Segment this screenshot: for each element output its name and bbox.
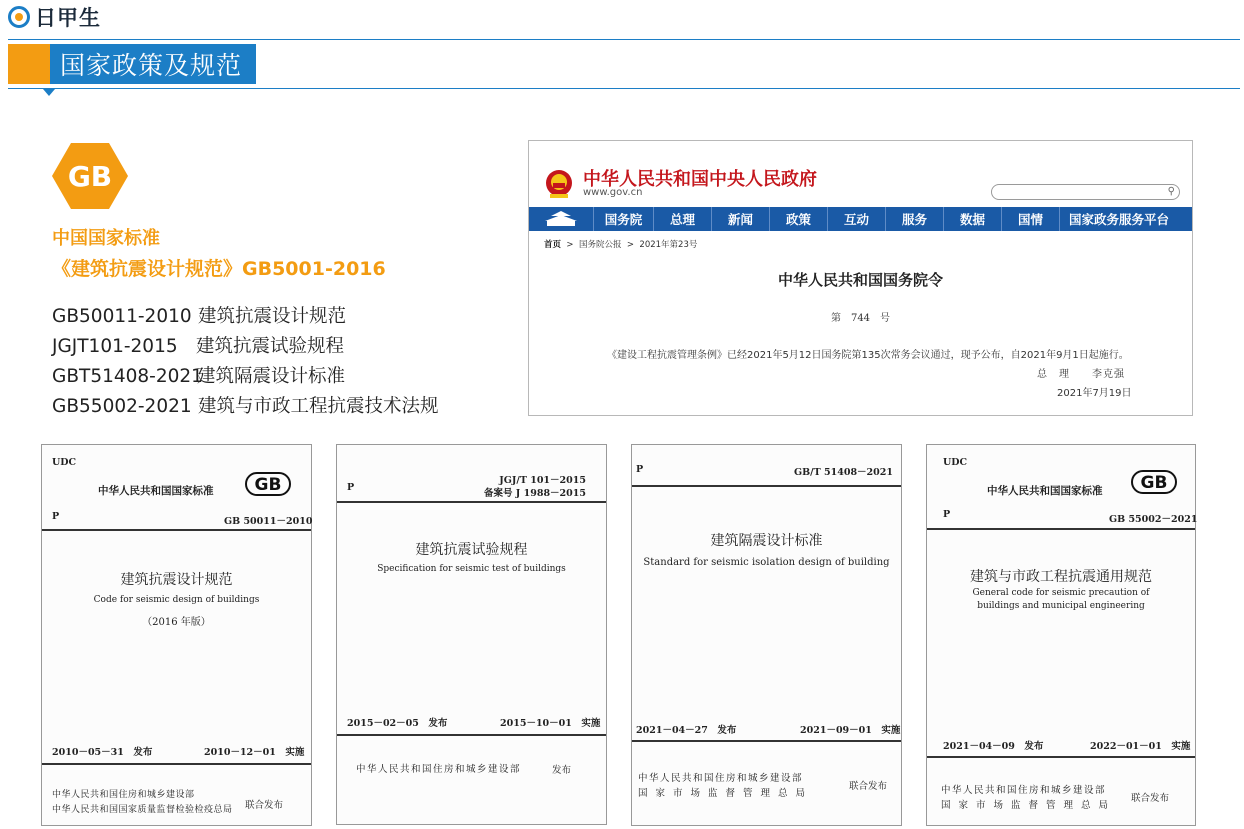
cover-rule	[927, 756, 1195, 758]
cover-gbt51408	[631, 444, 902, 826]
brand-logo	[8, 4, 101, 30]
section-title-bar	[8, 44, 256, 84]
standard-code: GB50011-2010	[52, 306, 192, 327]
gb-badge-text: GB	[67, 160, 113, 193]
breadcrumb-issue[interactable]: 2021年第23号	[639, 240, 698, 250]
cover-subtitle: Standard for seismic isolation design of building	[643, 557, 890, 568]
cover-publisher: 国家市场监督管理总局	[941, 800, 1117, 811]
cover-udc: UDC	[52, 457, 77, 468]
cover-udc: UDC	[943, 457, 968, 468]
nav-item-premier[interactable]: 总理	[653, 207, 711, 231]
chevron-right-icon: >	[624, 240, 637, 250]
cover-subtitle-line2: buildings and municipal engineering	[977, 601, 1145, 611]
nav-item-state-council[interactable]: 国务院	[593, 207, 653, 231]
cover-subtitle: Specification for seismic test of buildings	[377, 564, 566, 574]
cover-p: P	[347, 482, 355, 493]
gov-nav-bar	[529, 207, 1192, 231]
standard-code: GB55002-2021	[52, 396, 192, 417]
cover-publisher: 中华人民共和国国家质量监督检验检疫总局	[52, 805, 233, 815]
standard-category: 中国国家标准	[52, 228, 160, 249]
cover-national-label: 中华人民共和国国家标准	[98, 485, 214, 497]
svg-text:GB: GB	[1140, 473, 1168, 493]
list-item	[52, 392, 439, 422]
section-title-box	[50, 44, 256, 84]
national-emblem-icon	[545, 169, 573, 199]
cover-issue-date: 2015－02－05 发布	[347, 718, 448, 729]
list-item	[52, 332, 439, 362]
cover-issue-date: 2021－04－27 发布	[636, 725, 737, 736]
cover-publisher: 中华人民共和国住房和城乡建设部	[356, 764, 522, 775]
cover-implement-date: 2010－12－01 实施	[204, 747, 305, 758]
cover-code: GB 55002－2021	[1109, 514, 1198, 525]
cover-rule	[927, 528, 1195, 530]
cover-rule	[337, 501, 606, 503]
cover-rule	[42, 763, 311, 765]
cover-publishers	[638, 771, 813, 801]
gb-logo-icon	[1131, 470, 1177, 494]
standard-list	[52, 302, 439, 422]
cover-joint-release: 联合发布	[245, 800, 284, 811]
cover-code: GB 50011－2010	[224, 516, 313, 527]
order-body: 《建设工程抗震管理条例》已经2021年5月12日国务院第135次常务会议通过，现予公布，自2021年9月1日起施行。	[607, 350, 1129, 361]
order-title: 中华人民共和国国务院令	[777, 271, 943, 289]
cover-title: 建筑隔震设计标准	[710, 533, 823, 549]
cover-p: P	[636, 464, 644, 475]
gov-site-name: 中华人民共和国中央人民政府	[583, 169, 817, 190]
cover-publishers	[941, 783, 1116, 813]
breadcrumb	[544, 238, 697, 250]
gov-home-icon[interactable]	[529, 207, 593, 231]
order-number: 第 744 号	[830, 313, 891, 324]
cover-code: GB/T 51408－2021	[794, 467, 893, 478]
cover-gb55002	[926, 444, 1196, 826]
cover-record-number: 备案号 J 1988－2015	[484, 488, 586, 499]
cover-release: 发布	[552, 765, 572, 776]
cover-p: P	[52, 511, 60, 522]
cover-title: 建筑抗震设计规范	[120, 572, 233, 588]
cover-implement-date: 2021－09－01 实施	[800, 725, 901, 736]
search-icon[interactable]: ⚲	[1167, 186, 1175, 197]
standard-name: 建筑隔震设计标准	[197, 366, 346, 387]
nav-item-national-info[interactable]: 国情	[1001, 207, 1059, 231]
cover-jgjt101	[336, 444, 607, 825]
nav-item-policy[interactable]: 政策	[769, 207, 827, 231]
cover-publisher: 中华人民共和国住房和城乡建设部	[941, 785, 1107, 796]
cover-rule	[632, 740, 901, 742]
cover-title: 建筑与市政工程抗震通用规范	[970, 569, 1152, 585]
nav-item-data[interactable]: 数据	[943, 207, 1001, 231]
order-signer: 总 理 李克强	[1037, 369, 1125, 380]
nav-item-services[interactable]: 服务	[885, 207, 943, 231]
nav-item-interaction[interactable]: 互动	[827, 207, 885, 231]
cover-publisher: 中华人民共和国住房和城乡建设部	[52, 790, 195, 800]
cover-implement-date: 2015－10－01 实施	[500, 718, 601, 729]
cover-code: JGJ/T 101－2015	[499, 475, 586, 486]
breadcrumb-bulletin[interactable]: 国务院公报	[578, 240, 622, 250]
tiananmen-icon	[543, 210, 579, 228]
cover-rule	[337, 734, 606, 736]
cover-subtitle: Code for seismic design of buildings	[93, 595, 260, 605]
section-divider	[8, 88, 1240, 89]
brand-name: 日甲生	[35, 6, 101, 30]
gov-website-screenshot	[528, 140, 1193, 416]
cover-joint-release: 联合发布	[849, 781, 888, 792]
list-item	[52, 302, 439, 332]
divider-pointer-icon	[43, 89, 55, 96]
cover-publishers	[52, 788, 233, 818]
cover-subtitle: General code for seismic precaution of	[972, 588, 1150, 598]
logo-circle-icon	[8, 6, 30, 28]
gb-logo-icon	[245, 472, 291, 496]
cover-publisher: 中华人民共和国住房和城乡建设部	[638, 773, 804, 784]
standard-name: 建筑抗震设计规范	[198, 306, 347, 327]
cover-gb50011	[41, 444, 312, 826]
gov-url: www.gov.cn	[583, 187, 643, 198]
gov-search-input[interactable]	[991, 184, 1180, 200]
breadcrumb-home[interactable]: 首页	[544, 240, 562, 250]
cover-edition: （2016 年版）	[142, 617, 211, 628]
cover-implement-date: 2022－01－01 实施	[1090, 741, 1191, 752]
gb-badge-icon	[52, 143, 128, 209]
order-date: 2021年7月19日	[1057, 388, 1132, 399]
title-accent-block	[8, 44, 50, 84]
cover-rule	[42, 529, 311, 531]
standard-code: JGJT101-2015	[52, 336, 178, 357]
cover-issue-date: 2010－05－31 发布	[52, 747, 153, 758]
standard-name: 建筑与市政工程抗震技术法规	[198, 396, 439, 417]
cover-national-label: 中华人民共和国国家标准	[987, 485, 1103, 497]
cover-issue-date: 2021－04－09 发布	[943, 741, 1044, 752]
cover-rule	[632, 485, 901, 487]
section-title: 国家政策及规范	[60, 51, 243, 80]
cover-title: 建筑抗震试验规程	[415, 542, 528, 558]
cover-joint-release: 联合发布	[1131, 793, 1170, 804]
cover-p: P	[943, 509, 951, 520]
nav-item-service-platform[interactable]: 国家政务服务平台	[1059, 207, 1178, 231]
standard-main-title: 《建筑抗震设计规范》GB5001-2016	[52, 258, 386, 280]
svg-text:GB: GB	[254, 475, 282, 495]
cover-publisher: 国家市场监督管理总局	[638, 788, 814, 799]
top-divider	[8, 39, 1240, 40]
chevron-right-icon: >	[563, 240, 577, 250]
nav-item-news[interactable]: 新闻	[711, 207, 769, 231]
list-item	[52, 362, 439, 392]
standard-code: GBT51408-2021	[52, 366, 203, 387]
standard-name: 建筑抗震试验规程	[196, 336, 345, 357]
